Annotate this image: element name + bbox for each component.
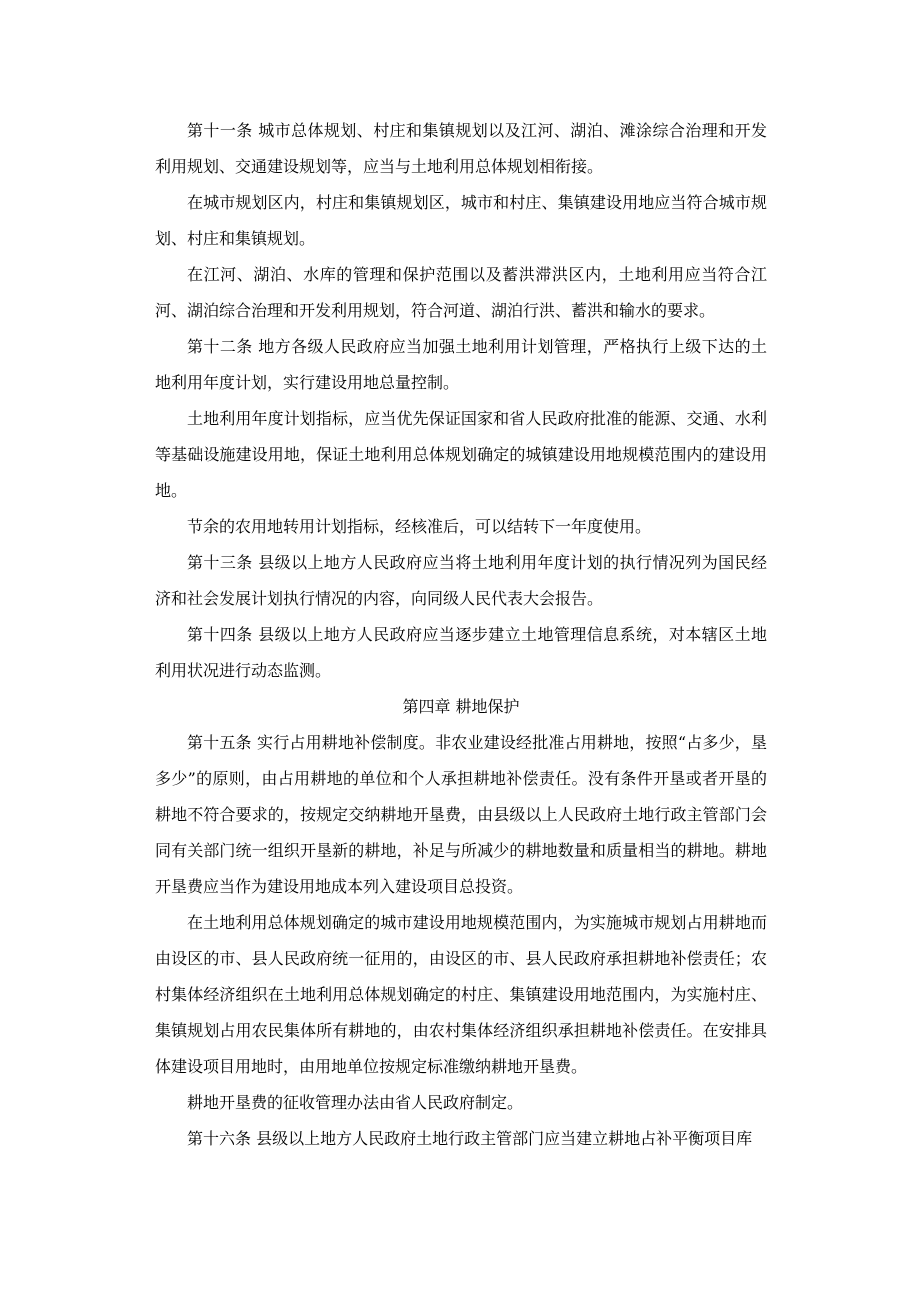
chapter-heading: 第四章 耕地保护 (402, 697, 520, 716)
article-12-paragraph: 第十二条 地方各级人民政府应当加强土地利用计划管理，严格执行上级下达的土地利用年度计划，实行建设用地总量控制。 (155, 337, 767, 392)
river-lake-paragraph: 在江河、湖泊、水库的管理和保护范围以及蓄洪滞洪区内，土地利用应当符合江河、湖泊综合治理和开发利用规划，符合河道、湖泊行洪、蓄洪和输水的要求。 (155, 265, 767, 320)
article-14-paragraph: 第十四条 县级以上地方人民政府应当逐步建立土地管理信息系统，对本辖区土地利用状况进行动态监测。 (155, 625, 767, 680)
article-15-paragraph: 第十五条 实行占用耕地补偿制度。非农业建设经批准占用耕地，按照“占多少，垦多少”的原则，由占用耕地的单位和个人承担耕地补偿责任。没有条件开垦或者开垦的耕地不符合要求的，按规定交纳耕地开垦费，由县级以上人民政府土地行政主管部门会同有关部门统一组织开垦新的耕地，补足与所减少的耕地数量和质量相当的耕地。耕地开垦费应当作为建设用地成本列入建设项目总投资。 (155, 733, 767, 896)
document-body (155, 113, 767, 1157)
compensation-paragraph: 在土地利用总体规划确定的城市建设用地规模范围内，为实施城市规划占用耕地而由设区的市、县人民政府统一征用的，由设区的市、县人民政府承担耕地补偿责任；农村集体经济组织在土地利用总体规划确定的村庄、集镇建设用地范围内，为实施村庄、集镇规划占用农民集体所有耕地的，由农村集体经济组织承担耕地补偿责任。在安排具体建设项目用地时，由用地单位按规定标准缴纳耕地开垦费。 (155, 913, 767, 1076)
urban-planning-paragraph: 在城市规划区内，村庄和集镇规划区，城市和村庄、集镇建设用地应当符合城市规划、村庄和集镇规划。 (155, 193, 767, 248)
surplus-quota-paragraph: 节余的农用地转用计划指标，经核准后，可以结转下一年度使用。 (187, 517, 652, 536)
annual-plan-paragraph: 土地利用年度计划指标，应当优先保证国家和省人民政府批准的能源、交通、水利等基础设施建设用地，保证土地利用总体规划确定的城镇建设用地规模范围内的建设用地。 (155, 409, 767, 500)
fee-management-paragraph: 耕地开垦费的征收管理办法由省人民政府制定。 (187, 1093, 524, 1112)
article-13-paragraph: 第十三条 县级以上地方人民政府应当将土地利用年度计划的执行情况列为国民经济和社会发展计划执行情况的内容，向同级人民代表大会报告。 (155, 553, 767, 608)
article-16-paragraph: 第十六条 县级以上地方人民政府土地行政主管部门应当建立耕地占补平衡项目库 (187, 1129, 753, 1148)
article-11-paragraph: 第十一条 城市总体规划、村庄和集镇规划以及江河、湖泊、滩涂综合治理和开发利用规划、交通建设规划等，应当与土地利用总体规划相衔接。 (155, 121, 767, 176)
